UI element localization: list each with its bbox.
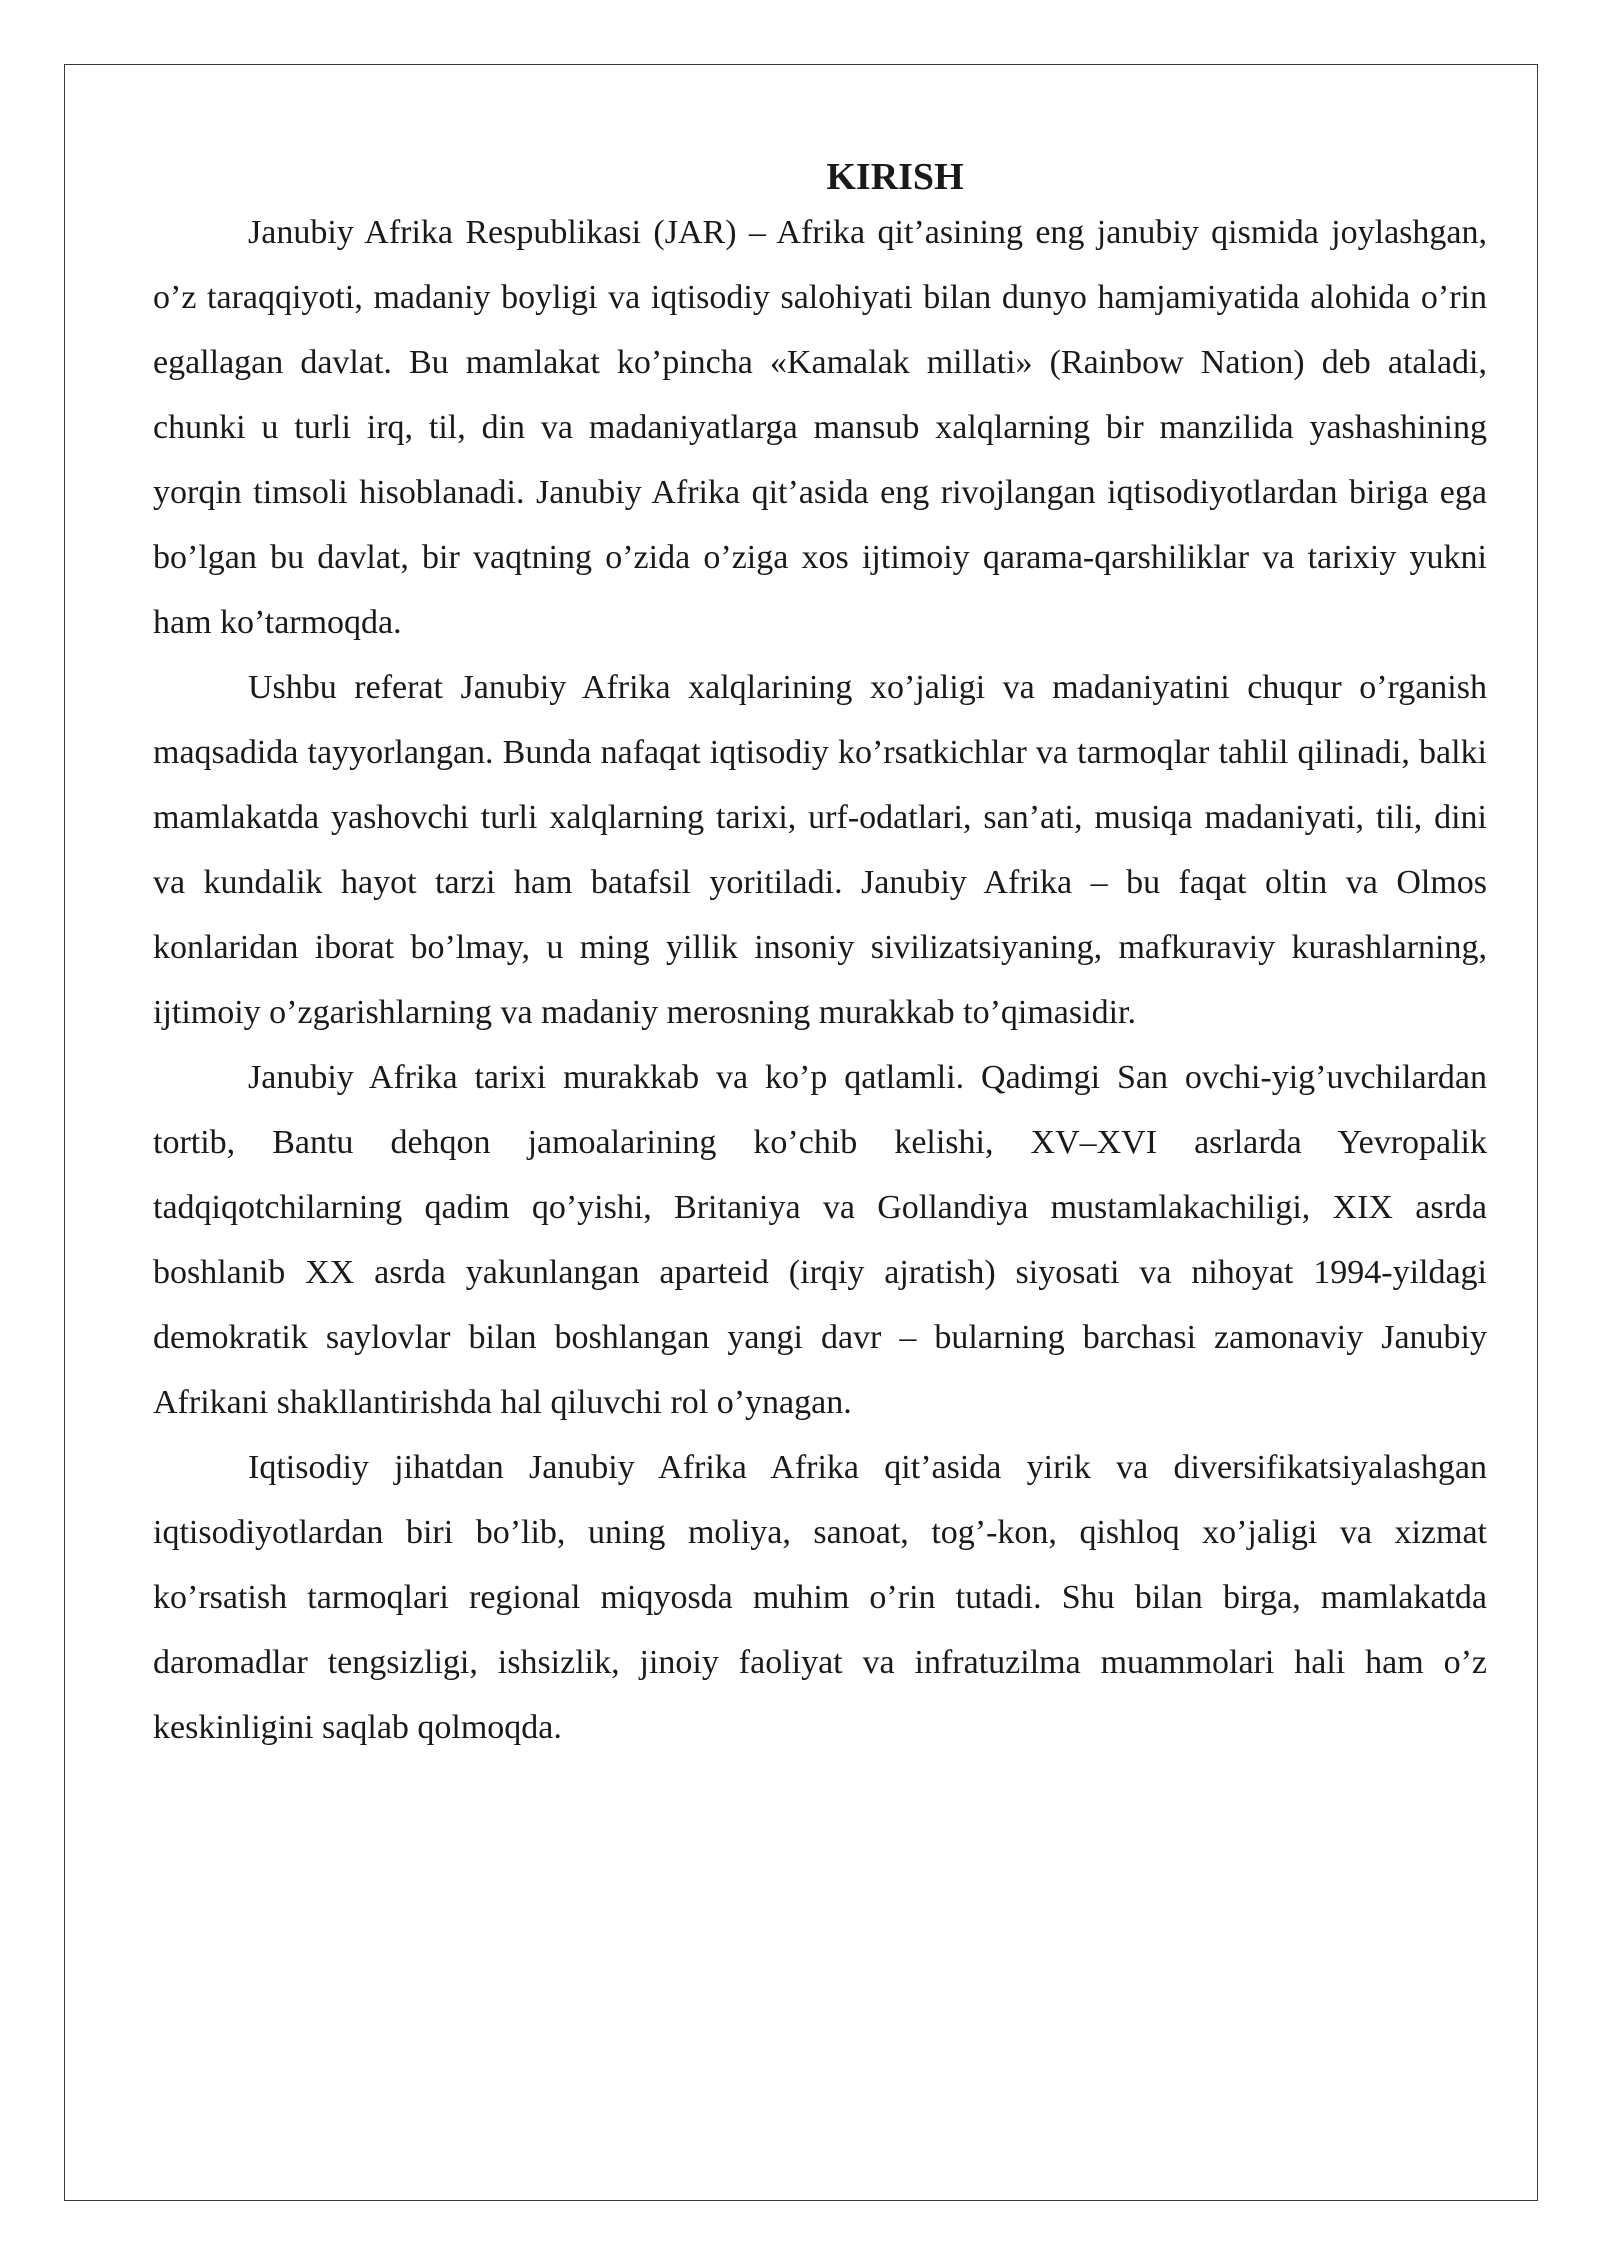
paragraph-purpose: Ushbu referat Janubiy Afrika xalqlarining xo’jaligi va madaniyatini chuqur o’rganish maqsadida tayyorlangan. Bunda nafaqat iqtisodiy ko’rsatkichlar va tarmoqlar tahlil qilinadi, balki mamlakatda yashovchi turli xalqlarning tarixi, urf-odatlari, san’ati, musiqa madaniyati, tili, dini va kundalik hayot tarzi ham batafsil yoritiladi. Janubiy Afrika – bu faqat oltin va Olmos konlaridan iborat bo’lmay, u ming yillik insoniy sivilizatsiyaning, mafkuraviy kurashlarning, ijtimoiy o’zgarishlarning va madaniy merosning murakkab to’qimasidir.: [153, 669, 1487, 1031]
document-title: KIRISH: [826, 156, 964, 198]
paragraph-intro: Janubiy Afrika Respublikasi (JAR) – Afrika qit’asining eng janubiy qismida joylashgan, o’z taraqqiyoti, madaniy boyligi va iqtisodiy salohiyati bilan dunyo hamjamiyatida alohida o’rin egallagan davlat. Bu mamlakat ko’pincha «Kamalak millati» (Rainbow Nation) deb ataladi, chunki u turli irq, til, din va madaniyatlarga mansub xalqlarning bir manzilida yashashining yorqin timsoli hisoblanadi. Janubiy Afrika qit’asida eng rivojlangan iqtisodiyotlardan biriga ega bo’lgan bu davlat, bir vaqtning o’zida o’ziga xos ijtimoiy qarama-qarshiliklar va tarixiy yukni ham ko’tarmoqda.: [153, 214, 1487, 641]
document-body: [153, 154, 1487, 1760]
paragraph-history: Janubiy Afrika tarixi murakkab va ko’p qatlamli. Qadimgi San ovchi-yig’uvchilardan tortib, Bantu dehqon jamoalarining ko’chib kelishi, XV–XVI asrlarda Yevropalik tadqiqotchilarning qadim qo’yishi, Britaniya va Gollandiya mustamlakachiligi, XIX asrda boshlanib XX asrda yakunlangan aparteid (irqiy ajratish) siyosati va nihoyat 1994-yildagi demokratik saylovlar bilan boshlangan yangi davr – bularning barchasi zamonaviy Janubiy Afrikani shakllantirishda hal qiluvchi rol o’ynagan.: [153, 1059, 1487, 1421]
paragraph-economy: Iqtisodiy jihatdan Janubiy Afrika Afrika qit’asida yirik va diversifikatsiyalashgan iqtisodiyotlardan biri bo’lib, uning moliya, sanoat, tog’-kon, qishloq xo’jaligi va xizmat ko’rsatish tarmoqlari regional miqyosda muhim o’rin tutadi. Shu bilan birga, mamlakatda daromadlar tengsizligi, ishsizlik, jinoiy faoliyat va infratuzilma muammolari hali ham o’z keskinligini saqlab qolmoqda.: [153, 1449, 1487, 1746]
